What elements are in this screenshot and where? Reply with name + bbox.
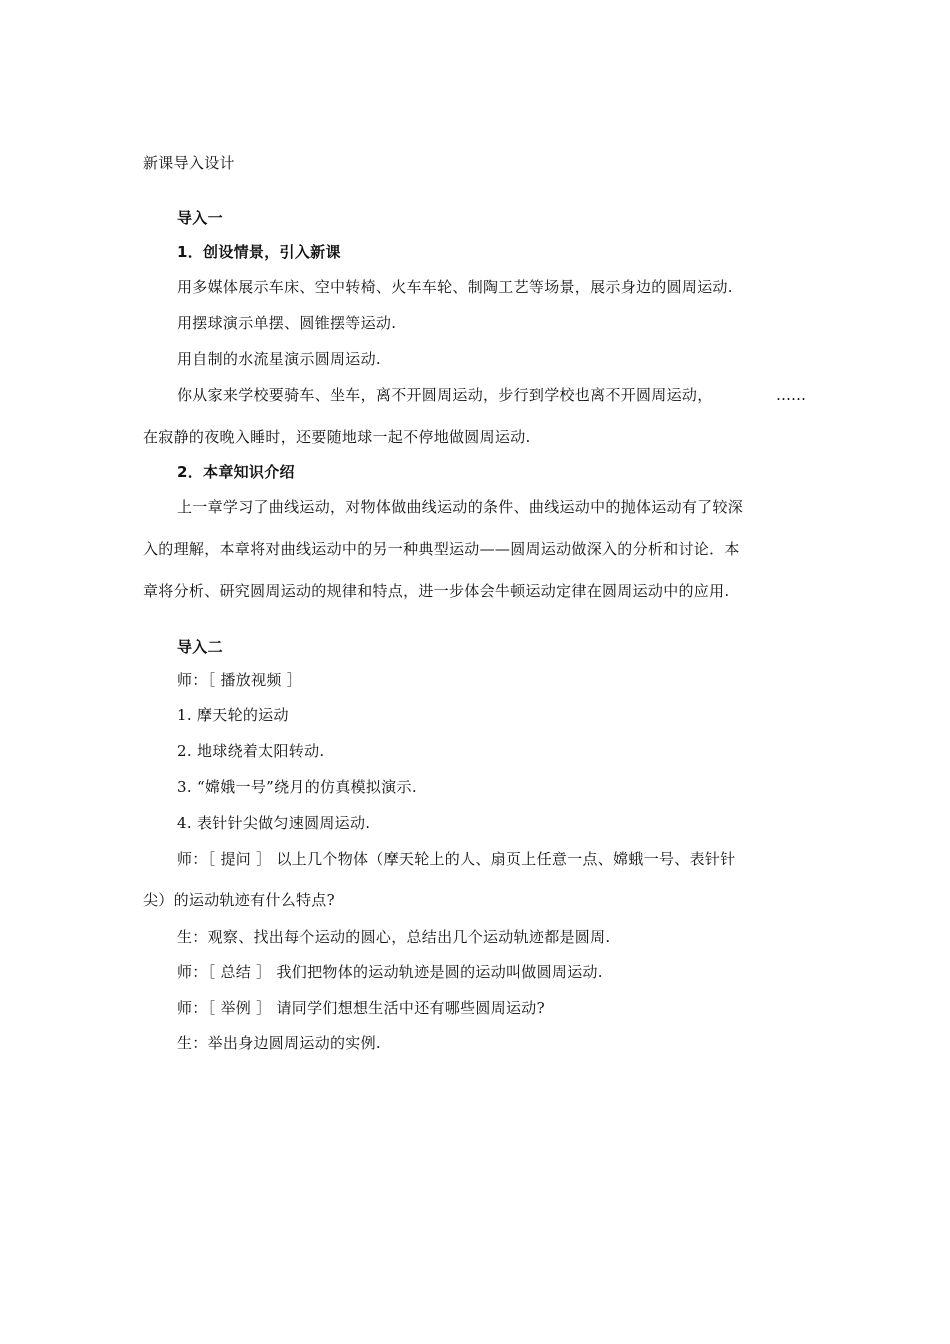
paragraph-4-ellipsis: …… [776,386,806,404]
paragraph-5-line-3: 章将分析、研究圆周运动的规律和特点，进一步体会牛顿运动定律在圆周运动中的应用. [143,582,730,600]
student-line-2: 生：举出身边圆周运动的实例. [177,1034,381,1052]
teacher-line-1: 师：［ 播放视频 ］ [177,671,303,689]
paragraph-3: 用自制的水流星演示圆周运动. [177,350,381,368]
paragraph-2: 用摆球演示单摆、圆锥摆等运动. [177,314,397,332]
intro1-heading: 导入一 [177,209,223,227]
teacher-line-3: 师：［ 总结 ］ 我们把物体的运动轨迹是圆的运动叫做圆周运动. [177,963,603,981]
list-item-3: 3. “嫦娥一号”绕月的仿真模拟演示. [177,778,417,796]
teacher-line-4: 师：［ 举例 ］ 请同学们想想生活中还有哪些圆周运动? [177,999,545,1017]
paragraph-5-line-1: 上一章学习了曲线运动，对物体做曲线运动的条件、曲线运动中的抛体运动有了较深 [177,498,744,516]
teacher-line-2b: 尖）的运动轨迹有什么特点? [143,891,335,909]
list-item-1: 1. 摩天轮的运动 [177,706,289,724]
section2-heading: 2．本章知识介绍 [177,463,295,481]
intro2-heading: 导入二 [177,638,223,656]
list-item-4: 4. 表针针尖做匀速圆周运动. [177,814,371,832]
paragraph-1: 用多媒体展示车床、空中转椅、火车车轮、制陶工艺等场景，展示身边的圆周运动. [177,278,733,296]
student-line-1: 生：观察、找出每个运动的圆心，总结出几个运动轨迹都是圆周. [177,928,611,946]
list-item-2: 2. 地球绕着太阳转动. [177,742,325,760]
document-title: 新课导入设计 [143,154,235,172]
paragraph-4-line-1: 你从家来学校要骑车、坐车，离不开圆周运动，步行到学校也离不开圆周运动， [177,386,713,404]
teacher-line-2a: 师：［ 提问 ］ 以上几个物体（摩天轮上的人、扇页上任意一点、嫦蛾一号、表针针 [177,850,736,868]
paragraph-5-line-2: 入的理解，本章将对曲线运动中的另一种典型运动——圆周运动做深入的分析和讨论．本 [143,540,740,558]
section1-heading: 1．创设情景，引入新课 [177,243,341,261]
paragraph-4-line-2: 在寂静的夜晚入睡时，还要随地球一起不停地做圆周运动. [143,428,531,446]
